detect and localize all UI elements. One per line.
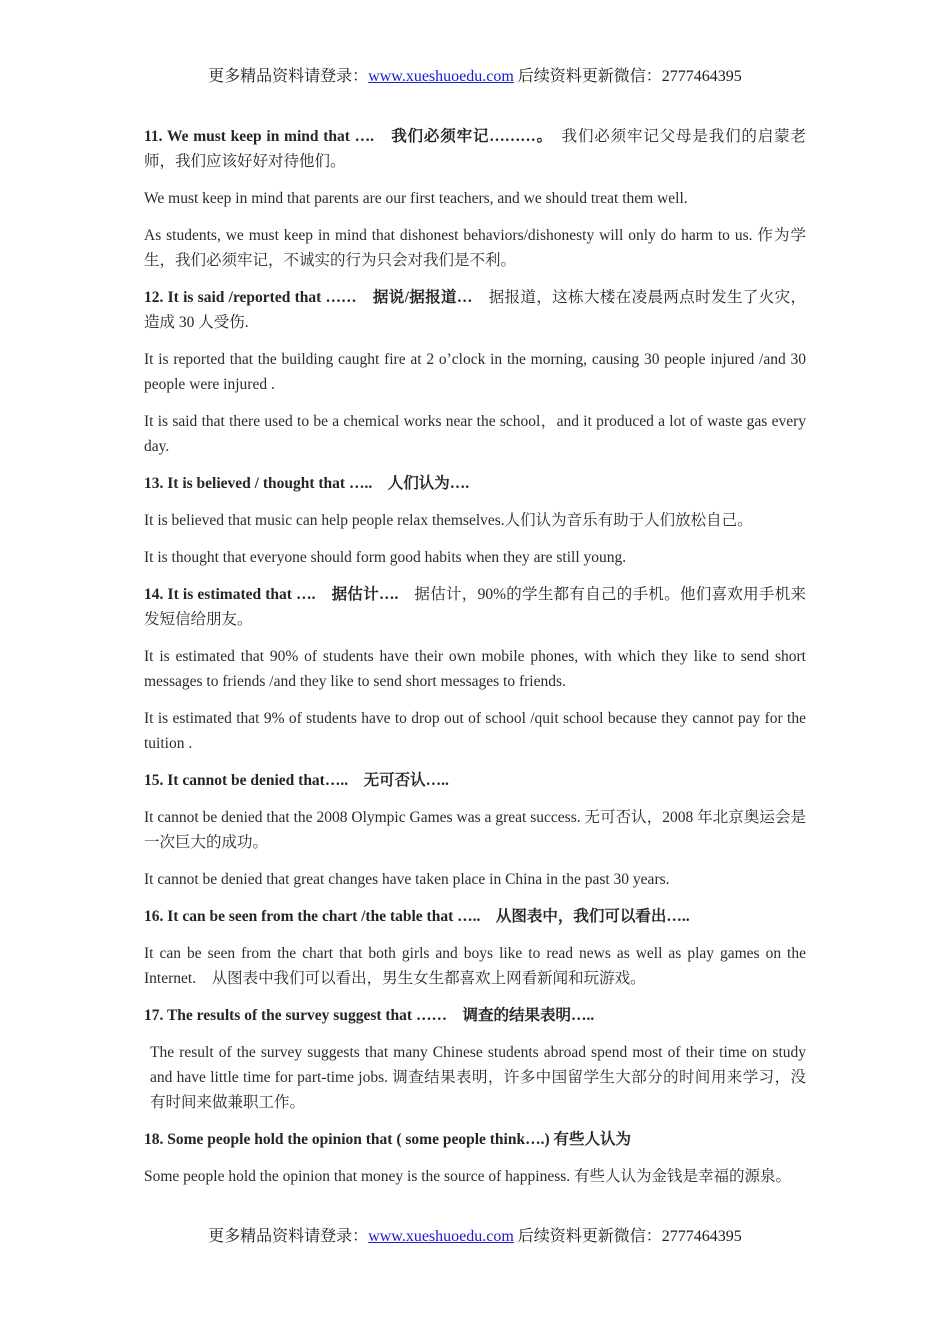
banner-suffix: 后续资料更新微信：2777464395 bbox=[513, 68, 742, 85]
example-sentence: The result of the survey suggests that many Chinese students abroad spend most of their time on study and have little time for part-time jobs. 调查结果表明，许多中国留学生大部分的时间用来学习，没有时间来做兼职工作。 bbox=[150, 1044, 806, 1111]
heading-title: 11. We must keep in mind that …. 我们必须牢记………。 bbox=[144, 128, 546, 145]
heading-title: 17. The results of the survey suggest that …… 调查的结果表明….. bbox=[144, 1007, 595, 1024]
example-sentence: It is estimated that 9% of students have to drop out of school /quit school because they cannot pay for the tuition . bbox=[144, 710, 806, 752]
heading-example: 我们必须牢记父母是我们的启蒙老师，我们应该好好对待他们。 bbox=[144, 128, 806, 170]
heading-title: 14. It is estimated that …. 据估计…. bbox=[144, 586, 399, 603]
example-sentence: It is thought that everyone should form good habits when they are still young. bbox=[144, 549, 627, 566]
section-heading bbox=[144, 582, 806, 632]
example-sentence: It cannot be denied that great changes have taken place in China in the past 30 years. bbox=[144, 871, 670, 888]
heading-title: 15. It cannot be denied that….. 无可否认….. bbox=[144, 772, 449, 789]
section-heading bbox=[144, 1003, 806, 1028]
section-heading bbox=[144, 768, 806, 793]
banner-link[interactable]: www.xueshuoedu.com bbox=[368, 68, 514, 85]
example-sentence: It is estimated that 90% of students have their own mobile phones, with which they like to send short messages to friends /and they like to send short messages to friends. bbox=[144, 648, 806, 690]
example-sentence: It is reported that the building caught fire at 2 o’clock in the morning, causing 30 people injured /and 30 people were injured . bbox=[144, 351, 806, 393]
heading-title: 18. Some people hold the opinion that ( some people think….) 有些人认为 bbox=[144, 1131, 632, 1148]
section-heading bbox=[144, 285, 806, 335]
section-heading bbox=[144, 904, 806, 929]
banner-suffix: 后续资料更新微信：2777464395 bbox=[513, 1228, 742, 1245]
heading-title: 12. It is said /reported that …… 据说/据报道… bbox=[144, 289, 473, 306]
example-sentence: It can be seen from the chart that both girls and boys like to read news as well as play games on the Internet. 从图表中我们可以看出，男生女生都喜欢上网看新闻和玩游戏。 bbox=[144, 945, 806, 987]
header-banner bbox=[0, 67, 950, 87]
banner-link[interactable]: www.xueshuoedu.com bbox=[368, 1228, 514, 1245]
heading-title: 16. It can be seen from the chart /the table that ….. 从图表中，我们可以看出….. bbox=[144, 908, 690, 925]
example-sentence: Some people hold the opinion that money is the source of happiness. 有些人认为金钱是幸福的源泉。 bbox=[144, 1168, 792, 1185]
section-heading bbox=[144, 471, 806, 496]
footer-banner bbox=[0, 1227, 950, 1247]
heading-title: 13. It is believed / thought that ….. 人们认为…. bbox=[144, 475, 470, 492]
example-sentence: As students, we must keep in mind that dishonest behaviors/dishonesty will only do harm to us. 作为学生，我们必须牢记，不诚实的行为只会对我们是不利。 bbox=[144, 227, 806, 269]
document-body bbox=[144, 124, 806, 1201]
heading-example: 据报道，这栋大楼在凌晨两点时发生了火灾，造成 30 人受伤. bbox=[144, 289, 806, 331]
section-heading bbox=[144, 124, 806, 174]
section-heading bbox=[144, 1127, 806, 1152]
banner-prefix: 更多精品资料请登录： bbox=[208, 1228, 369, 1245]
example-sentence: We must keep in mind that parents are our first teachers, and we should treat them well. bbox=[144, 190, 688, 207]
banner-prefix: 更多精品资料请登录： bbox=[208, 68, 369, 85]
example-sentence: It cannot be denied that the 2008 Olympic Games was a great success. 无可否认，2008 年北京奥运会是一次巨大的成功。 bbox=[144, 809, 806, 851]
example-sentence: It is believed that music can help people relax themselves.人们认为音乐有助于人们放松自己。 bbox=[144, 512, 753, 529]
example-sentence: It is said that there used to be a chemical works near the school，and it produced a lot of waste gas every day. bbox=[144, 413, 806, 455]
heading-example: 据估计，90%的学生都有自己的手机。他们喜欢用手机来发短信给朋友。 bbox=[144, 586, 806, 628]
